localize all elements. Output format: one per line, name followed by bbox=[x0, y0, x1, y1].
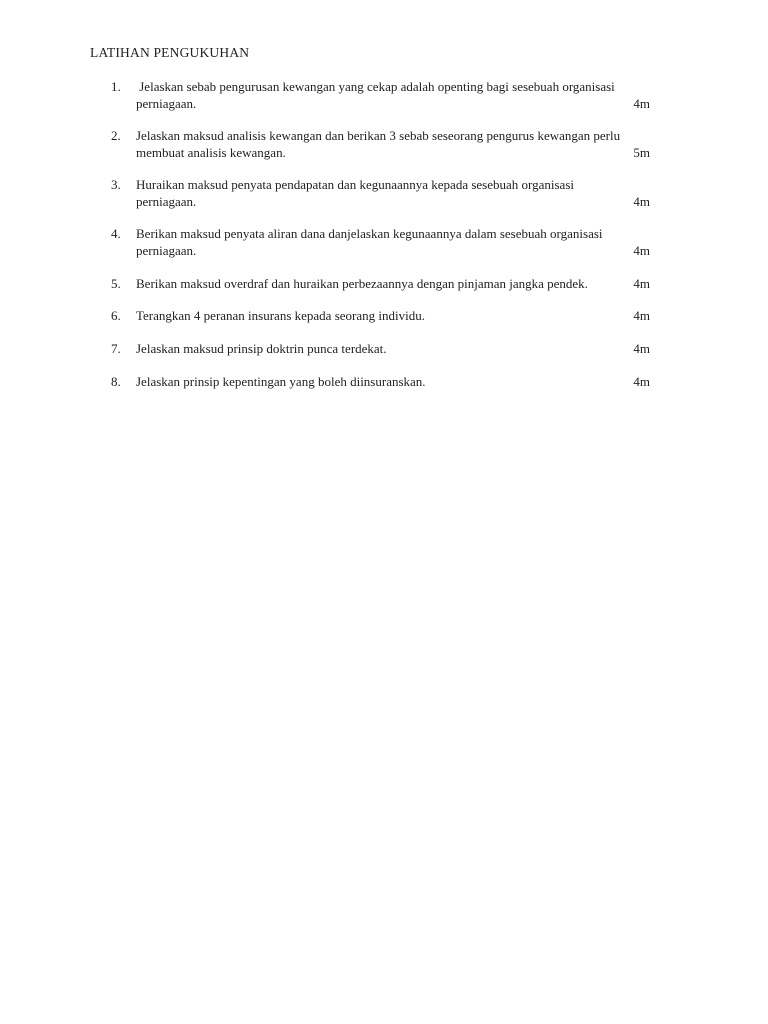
question-number: 7. bbox=[111, 341, 121, 356]
question-line: Jelaskan prinsip kepentingan yang boleh diinsuranskan. bbox=[136, 374, 426, 389]
question-line: Berikan maksud overdraf dan huraikan perbezaannya dengan pinjaman jangka pendek. bbox=[136, 276, 588, 291]
question-marks: 4m bbox=[633, 276, 650, 291]
question-marks: 5m bbox=[633, 144, 650, 160]
question-number: 2. bbox=[111, 128, 121, 143]
question-number: 4. bbox=[111, 226, 121, 241]
question-line: Jelaskan maksud prinsip doktrin punca terdekat. bbox=[136, 341, 387, 356]
question-marks: 4m bbox=[633, 341, 650, 356]
question-line: Terangkan 4 peranan insurans kepada seorang individu. bbox=[136, 308, 425, 323]
question-marks: 4m bbox=[633, 95, 650, 111]
question-text bbox=[136, 308, 656, 325]
question-text bbox=[136, 177, 656, 210]
question-text bbox=[136, 341, 656, 358]
question-text bbox=[136, 226, 656, 259]
question-line: Huraikan maksud penyata pendapatan dan kegunaannya kepada sesebuah organisasi bbox=[136, 177, 574, 192]
question-marks: 4m bbox=[633, 193, 650, 209]
question-number: 6. bbox=[111, 308, 121, 323]
question-line: Jelaskan maksud analisis kewangan dan berikan 3 sebab seseorang pengurus kewangan perlu bbox=[136, 128, 621, 143]
question-line: Jelaskan sebab pengurusan kewangan yang cekap adalah openting bagi sesebuah organisasi bbox=[136, 79, 615, 94]
question-text bbox=[136, 79, 656, 112]
page-title: LATIHAN PENGUKUHAN bbox=[90, 45, 250, 60]
question-marks: 4m bbox=[633, 308, 650, 323]
question-marks: 4m bbox=[633, 374, 650, 389]
question-text bbox=[136, 276, 656, 293]
question-text bbox=[136, 128, 656, 161]
question-number: 3. bbox=[111, 177, 121, 192]
question-line: Berikan maksud penyata aliran dana danjelaskan kegunaannya dalam sesebuah organisasi bbox=[136, 226, 603, 241]
question-line: perniagaan. bbox=[136, 242, 197, 258]
question-marks: 4m bbox=[633, 242, 650, 258]
question-line: perniagaan. bbox=[136, 95, 197, 111]
question-text bbox=[136, 374, 656, 391]
question-number: 5. bbox=[111, 276, 121, 291]
question-line: perniagaan. bbox=[136, 193, 197, 209]
question-line: membuat analisis kewangan. bbox=[136, 144, 286, 160]
question-number: 1. bbox=[111, 79, 121, 94]
question-number: 8. bbox=[111, 374, 121, 389]
